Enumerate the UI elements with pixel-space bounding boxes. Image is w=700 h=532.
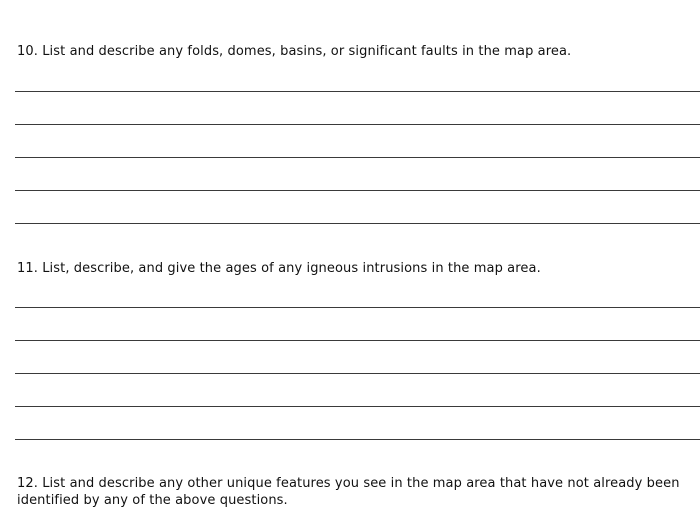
answer-line[interactable] [15, 91, 700, 92]
answer-line[interactable] [15, 406, 700, 407]
answer-line[interactable] [15, 124, 700, 125]
question-11 [17, 260, 541, 277]
question-11-text: 11. List, describe, and give the ages of any igneous intrusions in the map area. [17, 261, 541, 276]
answer-line[interactable] [15, 223, 700, 224]
answer-line[interactable] [15, 157, 700, 158]
answer-line[interactable] [15, 439, 700, 440]
answer-line[interactable] [15, 190, 700, 191]
answer-line[interactable] [15, 340, 700, 341]
answer-line[interactable] [15, 307, 700, 308]
question-12-text-line-2: identified by any of the above questions. [17, 493, 288, 508]
question-12 [17, 475, 680, 509]
answer-line[interactable] [15, 373, 700, 374]
question-10-text: 10. List and describe any folds, domes, basins, or significant faults in the map area. [17, 44, 572, 59]
question-10 [17, 43, 571, 60]
question-12-text-line-1: 12. List and describe any other unique features you see in the map area that have not already been [17, 476, 680, 491]
